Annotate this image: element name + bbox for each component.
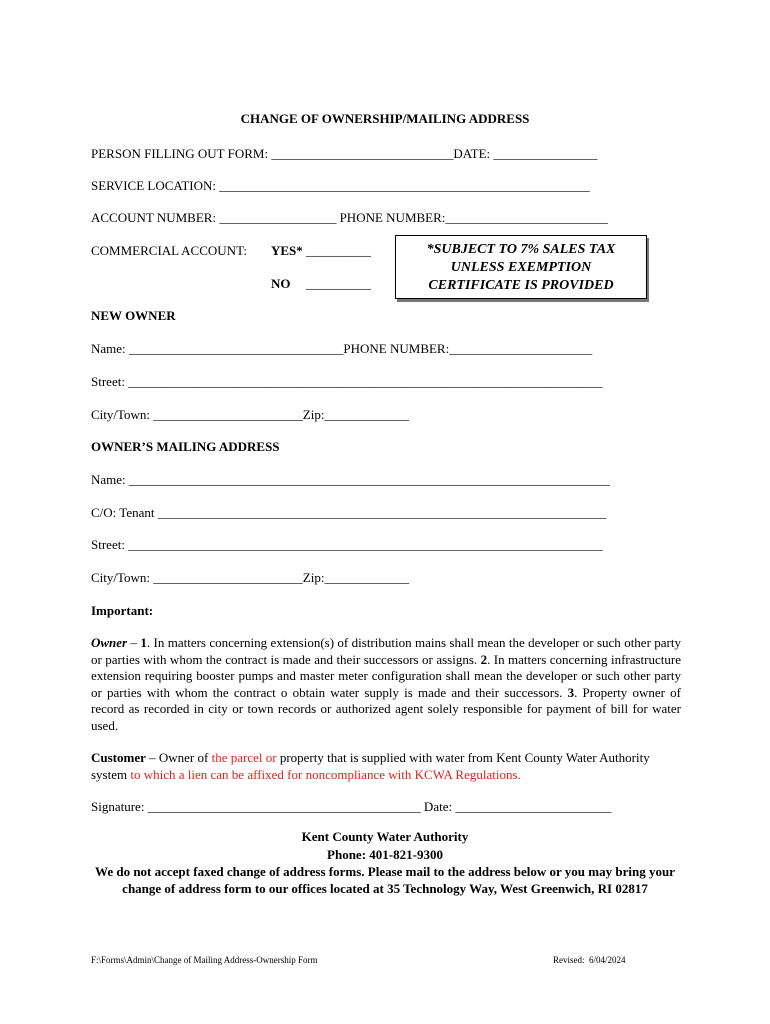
owner-definition (91, 635, 681, 734)
owner-number-1: 1 (140, 635, 147, 650)
new-owner-name-phone-line[interactable]: Name: _________________________________PHONE NUMBER:______________________ (91, 341, 593, 356)
mailing-address-heading: OWNER’S MAILING ADDRESS (91, 439, 280, 454)
mailing-notice-line-1: We do not accept faxed change of address forms. Please mail to the address below or you may bring your (95, 864, 675, 879)
no-label: NO (271, 276, 291, 291)
important-heading: Important: (91, 603, 154, 618)
owner-text-3: . Property owner of record as recorded in city or town records or authorized agent solely responsible for payment of bill for water used. (91, 684, 681, 733)
customer-term: Customer (91, 750, 146, 765)
owner-number-3: 3 (567, 684, 575, 700)
customer-definition (91, 750, 681, 783)
tax-notice-line-3: CERTIFICATE IS PROVIDED (428, 278, 614, 293)
service-location-line[interactable]: SERVICE LOCATION: _________________________________________________________ (91, 178, 590, 193)
mailing-co-tenant-line[interactable]: C/O: Tenant _____________________________________________________________________ (91, 505, 607, 520)
tax-notice-line-1: *SUBJECT TO 7% SALES TAX (426, 242, 616, 257)
new-owner-city-zip-line[interactable]: City/Town: _______________________Zip:_____________ (91, 407, 409, 422)
authority-name: Kent County Water Authority (301, 829, 469, 844)
owner-text-1: . In matters concerning extension(s) of distribution mains shall mean the developer or such other party or parties with whom the contract is made and their successors or assigns. (91, 635, 681, 667)
new-owner-street-line[interactable]: Street: _________________________________________________________________________ (91, 374, 603, 389)
signature-date-line[interactable]: Signature: __________________________________________ Date: ________________________ (91, 799, 612, 814)
customer-text-1: – Owner of (145, 750, 212, 765)
owner-term: Owner (91, 635, 128, 650)
authority-phone: Phone: 401-821-9300 (327, 847, 443, 862)
page-title: CHANGE OF OWNERSHIP/MAILING ADDRESS (240, 111, 530, 126)
customer-red-text-2: to which a lien can be affixed for noncompliance with KCWA Regulations. (130, 766, 521, 782)
footer-file-path: F:\Forms\Admin\Change of Mailing Address-Ownership Form (91, 955, 318, 965)
tax-notice-line-2: UNLESS EXEMPTION (450, 260, 592, 275)
owner-dash: – (127, 635, 141, 650)
new-owner-heading: NEW OWNER (91, 308, 176, 323)
yes-label: YES* (271, 243, 303, 258)
sales-tax-notice-box (395, 235, 647, 299)
mailing-street-line[interactable]: Street: _________________________________________________________________________ (91, 537, 603, 552)
customer-text-2: property that is supplied with water from Kent County Water Authority system (91, 750, 650, 782)
no-blank[interactable]: __________ (306, 276, 371, 291)
owner-text-2: . In matters concerning infrastructure extension requiring booster pumps and master meter configuration shall mean the developer or such other party or parties with whom the contract o obtain water supply is made and their successors. (91, 651, 681, 700)
owner-number-2: 2 (480, 651, 488, 667)
commercial-account-label: COMMERCIAL ACCOUNT: (91, 243, 247, 258)
yes-blank[interactable]: __________ (306, 243, 371, 258)
person-filling-form-line[interactable]: PERSON FILLING OUT FORM: ____________________________DATE: ________________ (91, 146, 598, 161)
mailing-notice-line-2: change of address form to our offices located at 35 Technology Way, West Greenwich, RI 02817 (122, 881, 648, 896)
mailing-city-zip-line[interactable]: City/Town: _______________________Zip:_____________ (91, 570, 409, 585)
footer-revised-date: Revised: 6/04/2024 (553, 955, 626, 965)
customer-red-text-1: the parcel or (211, 750, 277, 765)
account-phone-line[interactable]: ACCOUNT NUMBER: __________________ PHONE NUMBER:_________________________ (91, 210, 608, 225)
mailing-name-line[interactable]: Name: __________________________________________________________________________ (91, 472, 610, 487)
